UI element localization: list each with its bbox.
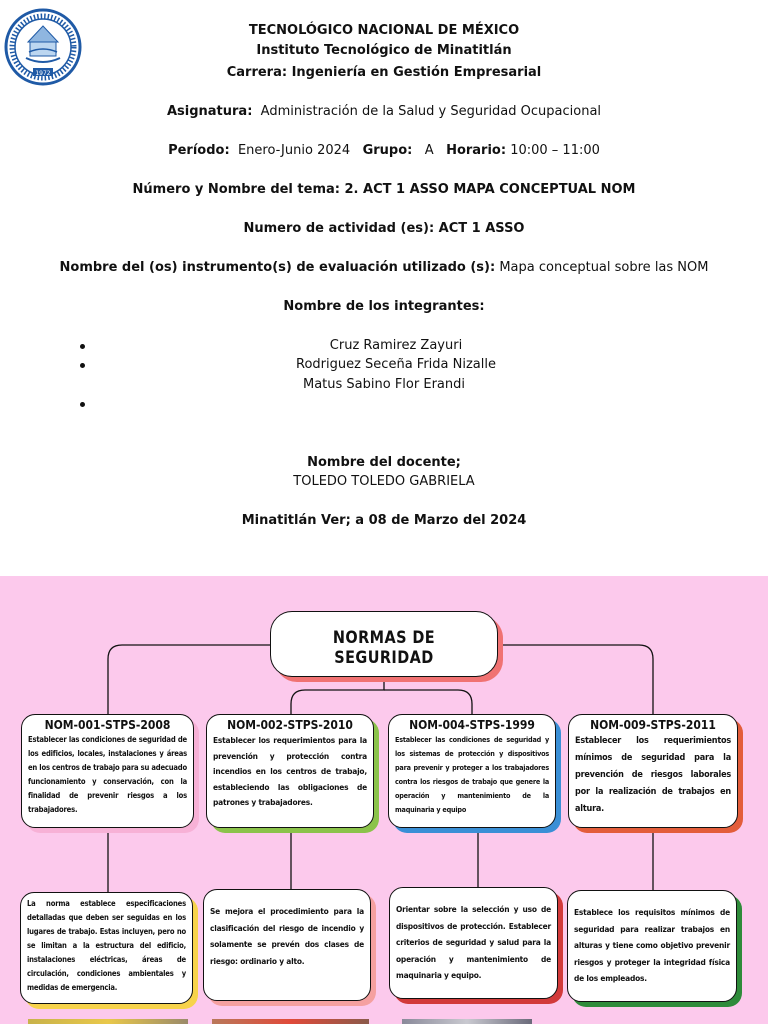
activity: Numero de actividad (es): ACT 1 ASSO (243, 221, 525, 236)
norm-code: NOM-001-STPS-2008 (44, 718, 171, 732)
group-label: Grupo: (362, 143, 413, 158)
map-title: NORMAS DE SEGURIDAD (332, 628, 436, 668)
career: Carrera: Ingeniería en Gestión Empresarial (226, 65, 542, 80)
schedule-line (0, 142, 768, 160)
norm-card-nom-002 (206, 714, 374, 828)
bottom-image-2 (212, 1019, 369, 1024)
group-value: A (424, 143, 434, 158)
subject-line (0, 103, 768, 121)
norm-card-nom-009 (568, 714, 738, 828)
norm-code: NOM-009-STPS-2011 (590, 718, 716, 732)
map-title-box (270, 611, 498, 677)
subject-value: Administración de la Salud y Seguridad Ocupacional (260, 104, 602, 119)
bottom-image-1 (28, 1019, 188, 1024)
member-name: Cruz Ramirez Zayuri (329, 338, 463, 353)
norm-detail: La norma establece especificaciones detalladas que deben ser seguidas en los lugares de trabajo. Estas incluyen, pero no se limitan a la estructura del edificio, instalaciones eléctricas, áreas de circulación, condiciones ambientales y medidas de emergencia. (27, 899, 186, 992)
instrument-line (0, 259, 768, 277)
institution-name: TECNOLÓGICO NACIONAL DE MÉXICO (248, 23, 520, 38)
norm-detail: Se mejora el procedimiento para la clasificación del riesgo de incendio y solamente se prevén dos clases de riesgo: ordinario y alto. (210, 906, 364, 966)
time-value: 10:00 – 11:00 (510, 143, 600, 158)
norm-description: Establecer los requerimientos mínimos de seguridad para la prevención de riesgos laborales por la realización de trabajos en altura. (575, 736, 731, 814)
instrument-value: Mapa conceptual sobre las NOM (499, 260, 709, 275)
bottom-image-3 (402, 1019, 532, 1024)
topic: Número y Nombre del tema: 2. ACT 1 ASSO MAPA CONCEPTUAL NOM (132, 182, 636, 197)
detail-card-nom-004 (389, 887, 558, 999)
norm-description: Establecer las condiciones de seguridad y los sistemas de protección y dispositivos para prevenir y proteger a los trabajadores contra los riesgos de trabajo que genere la operación y mantenimiento de la maquinaria y equipo (395, 735, 549, 814)
norm-code: NOM-004-STPS-1999 (409, 718, 535, 732)
norm-detail: Orientar sobre la selección y uso de dispositivos de protección. Establecer criterios de seguridad y salud para la operación y mantenimiento de maquinaria y equipo. (396, 904, 551, 980)
teacher-label: Nombre del docente; (307, 455, 461, 470)
detail-card-nom-001 (20, 892, 193, 1004)
bullet (80, 402, 85, 407)
institute-name: Instituto Tecnológico de Minatitlán (256, 43, 512, 58)
time-label: Horario: (446, 143, 507, 158)
norm-code: NOM-002-STPS-2010 (227, 718, 353, 732)
period-label: Período: (168, 143, 230, 158)
norm-detail: Establece los requisitos mínimos de seguridad para realizar trabajos en alturas y tiene como objetivo prevenir riesgos y proteger la integridad física de los empleados. (574, 907, 730, 983)
norm-card-nom-004 (388, 714, 556, 828)
place-date: Minatitlán Ver; a 08 de Marzo del 2024 (241, 513, 527, 528)
instrument-label: Nombre del (os) instrumento(s) de evaluación utilizado (s): (59, 260, 496, 275)
member-name: Matus Sabino Flor Erandi (303, 377, 465, 392)
period-value: Enero-Junio 2024 (237, 143, 351, 158)
teacher-name: TOLEDO TOLEDO GABRIELA (293, 474, 475, 489)
norm-description: Establecer los requerimientos para la prevención y protección contra incendios en los centros de trabajo, estableciendo las obligaciones de patrones y trabajadores. (213, 735, 367, 807)
norm-description: Establecer las condiciones de seguridad de los edificios, locales, instalaciones y áreas en los centros de trabajo para su adecuado funcionamiento y conservación, con la finalidad de prevenir riesgos a los trabajadores. (28, 735, 187, 814)
detail-card-nom-009 (567, 890, 737, 1002)
subject-label: Asignatura: (166, 104, 253, 119)
concept-map (0, 576, 768, 1024)
member-name: Rodriguez Seceña Frida Nizalle (296, 357, 496, 372)
detail-card-nom-002 (203, 889, 371, 1001)
norm-card-nom-001 (21, 714, 194, 828)
members-title: Nombre de los integrantes: (283, 299, 485, 314)
svg-text:1972: 1972 (35, 70, 51, 77)
